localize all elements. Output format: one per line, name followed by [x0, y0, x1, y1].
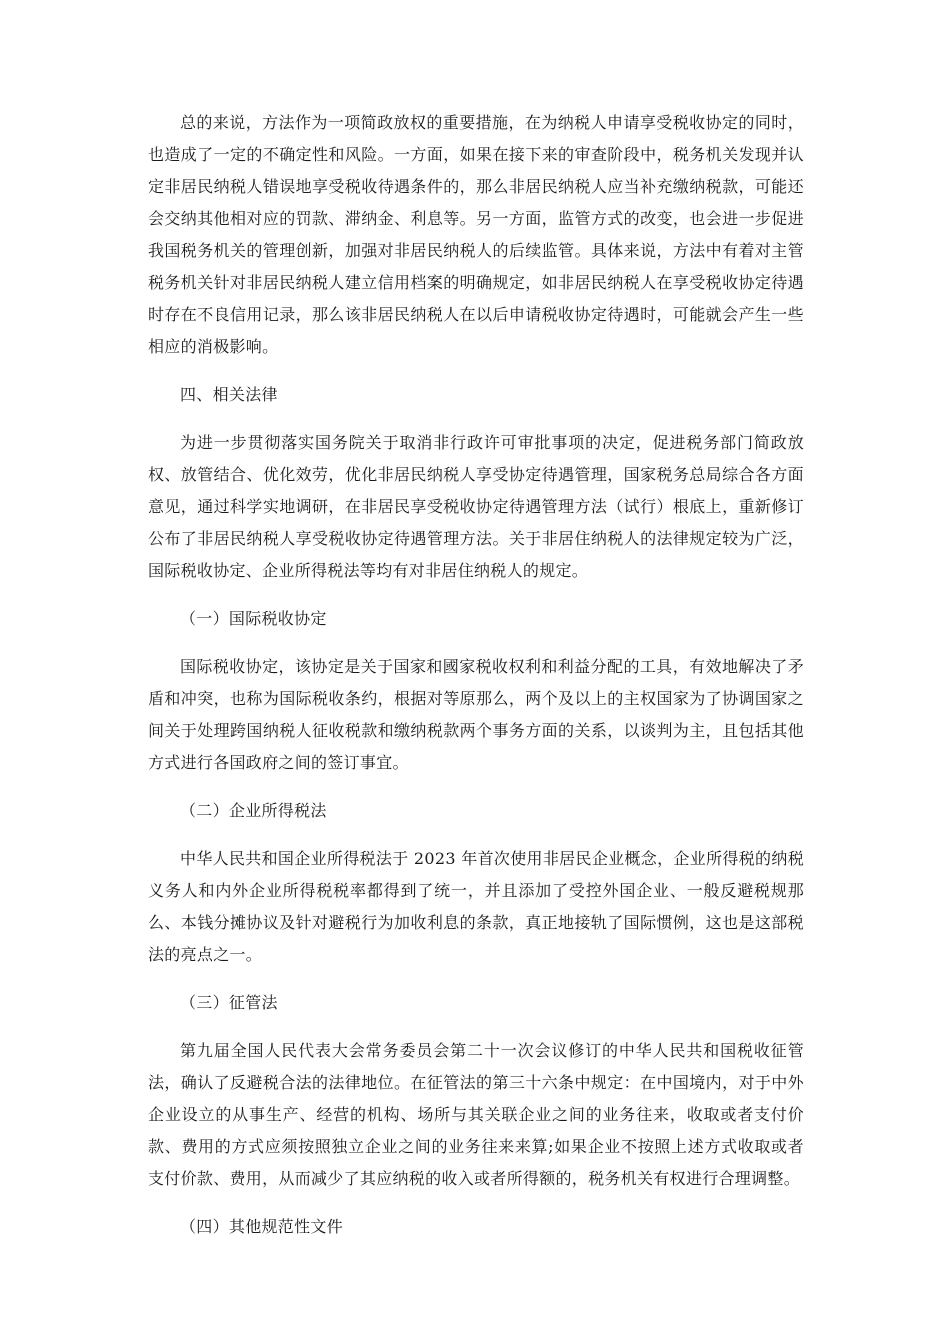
- paragraph-tax-collection-law: 第九届全国人民代表大会常务委员会第二十一次会议修订的中华人民共和国税收征管法，确认了反避税合法的法律地位。在征管法的第三十六条中规定：在中国境内，对于中外企业设立的从事生产、经营的机构、场所与其关联企业之间的业务往来，收取或者支付价款、费用的方式应须按照独立企业之间的业务往来来算;如果企业不按照上述方式收取或者支付价款、费用，从而减少了其应纳税的收入或者所得额的，税务机关有权进行合理调整。: [148, 1041, 804, 1188]
- document-body: [148, 107, 804, 1243]
- paragraph-enterprise-income-tax-law: 中华人民共和国企业所得税法于 2023 年首次使用非居民企业概念，企业所得税的纳税义务人和内外企业所得税税率都得到了统一，并且添加了受控外国企业、一般反避税规那么、本钱分摊协议及针对避税行为加收利息的条款，真正地接轨了国际惯例，这也是这部税法的亮点之一。: [148, 849, 804, 964]
- section-heading-related-laws: 四、相关法律: [180, 385, 278, 404]
- subheading-tax-collection-law: （三）征管法: [180, 993, 278, 1012]
- paragraph-international-tax-treaty: 国际税收协定，该协定是关于国家和國家税收权利和利益分配的工具，有效地解决了矛盾和冲突，也称为国际税收条约，根据对等原那么，两个及以上的主权国家为了协调国家之间关于处理跨国纳税人征收税款和缴纳税款两个事务方面的关系，以谈判为主，且包括其他方式进行各国政府之间的签订事宜。: [148, 657, 804, 772]
- subheading-enterprise-income-tax-law: （二）企业所得税法: [180, 801, 327, 820]
- paragraph-summary: 总的来说，方法作为一项简政放权的重要措施，在为纳税人申请享受税收协定的同时，也造成了一定的不确定性和风险。一方面，如果在接下来的审查阶段中，税务机关发现并认定非居民纳税人错误地享受税收待遇条件的，那么非居民纳税人应当补充缴纳税款，可能还会交纳其他相对应的罚款、滞纳金、利息等。另一方面，监管方式的改变，也会进一步促进我国税务机关的管理创新，加强对非居民纳税人的后续监管。具体来说，方法中有着对主管税务机关针对非居民纳税人建立信用档案的明确规定，如非居民纳税人在享受税收协定待遇时存在不良信用记录，那么该非居民纳税人在以后申请税收协定待遇时，可能就会产生一些相应的消极影响。: [148, 113, 804, 356]
- paragraph-related-laws: 为进一步贯彻落实国务院关于取消非行政许可审批事项的决定，促进税务部门简政放权、放管结合、优化效劳，优化非居民纳税人享受协定待遇管理，国家税务总局综合各方面意见，通过科学实地调研，在非居民享受税收协定待遇管理方法（试行）根底上，重新修订公布了非居民纳税人享受税收协定待遇管理方法。关于非居住纳税人的法律规定较为广泛，国际税收协定、企业所得税法等均有对非居住纳税人的规定。: [148, 433, 804, 580]
- subheading-international-tax-treaty: （一）国际税收协定: [180, 609, 327, 628]
- subheading-other-normative-documents: （四）其他规范性文件: [180, 1217, 344, 1236]
